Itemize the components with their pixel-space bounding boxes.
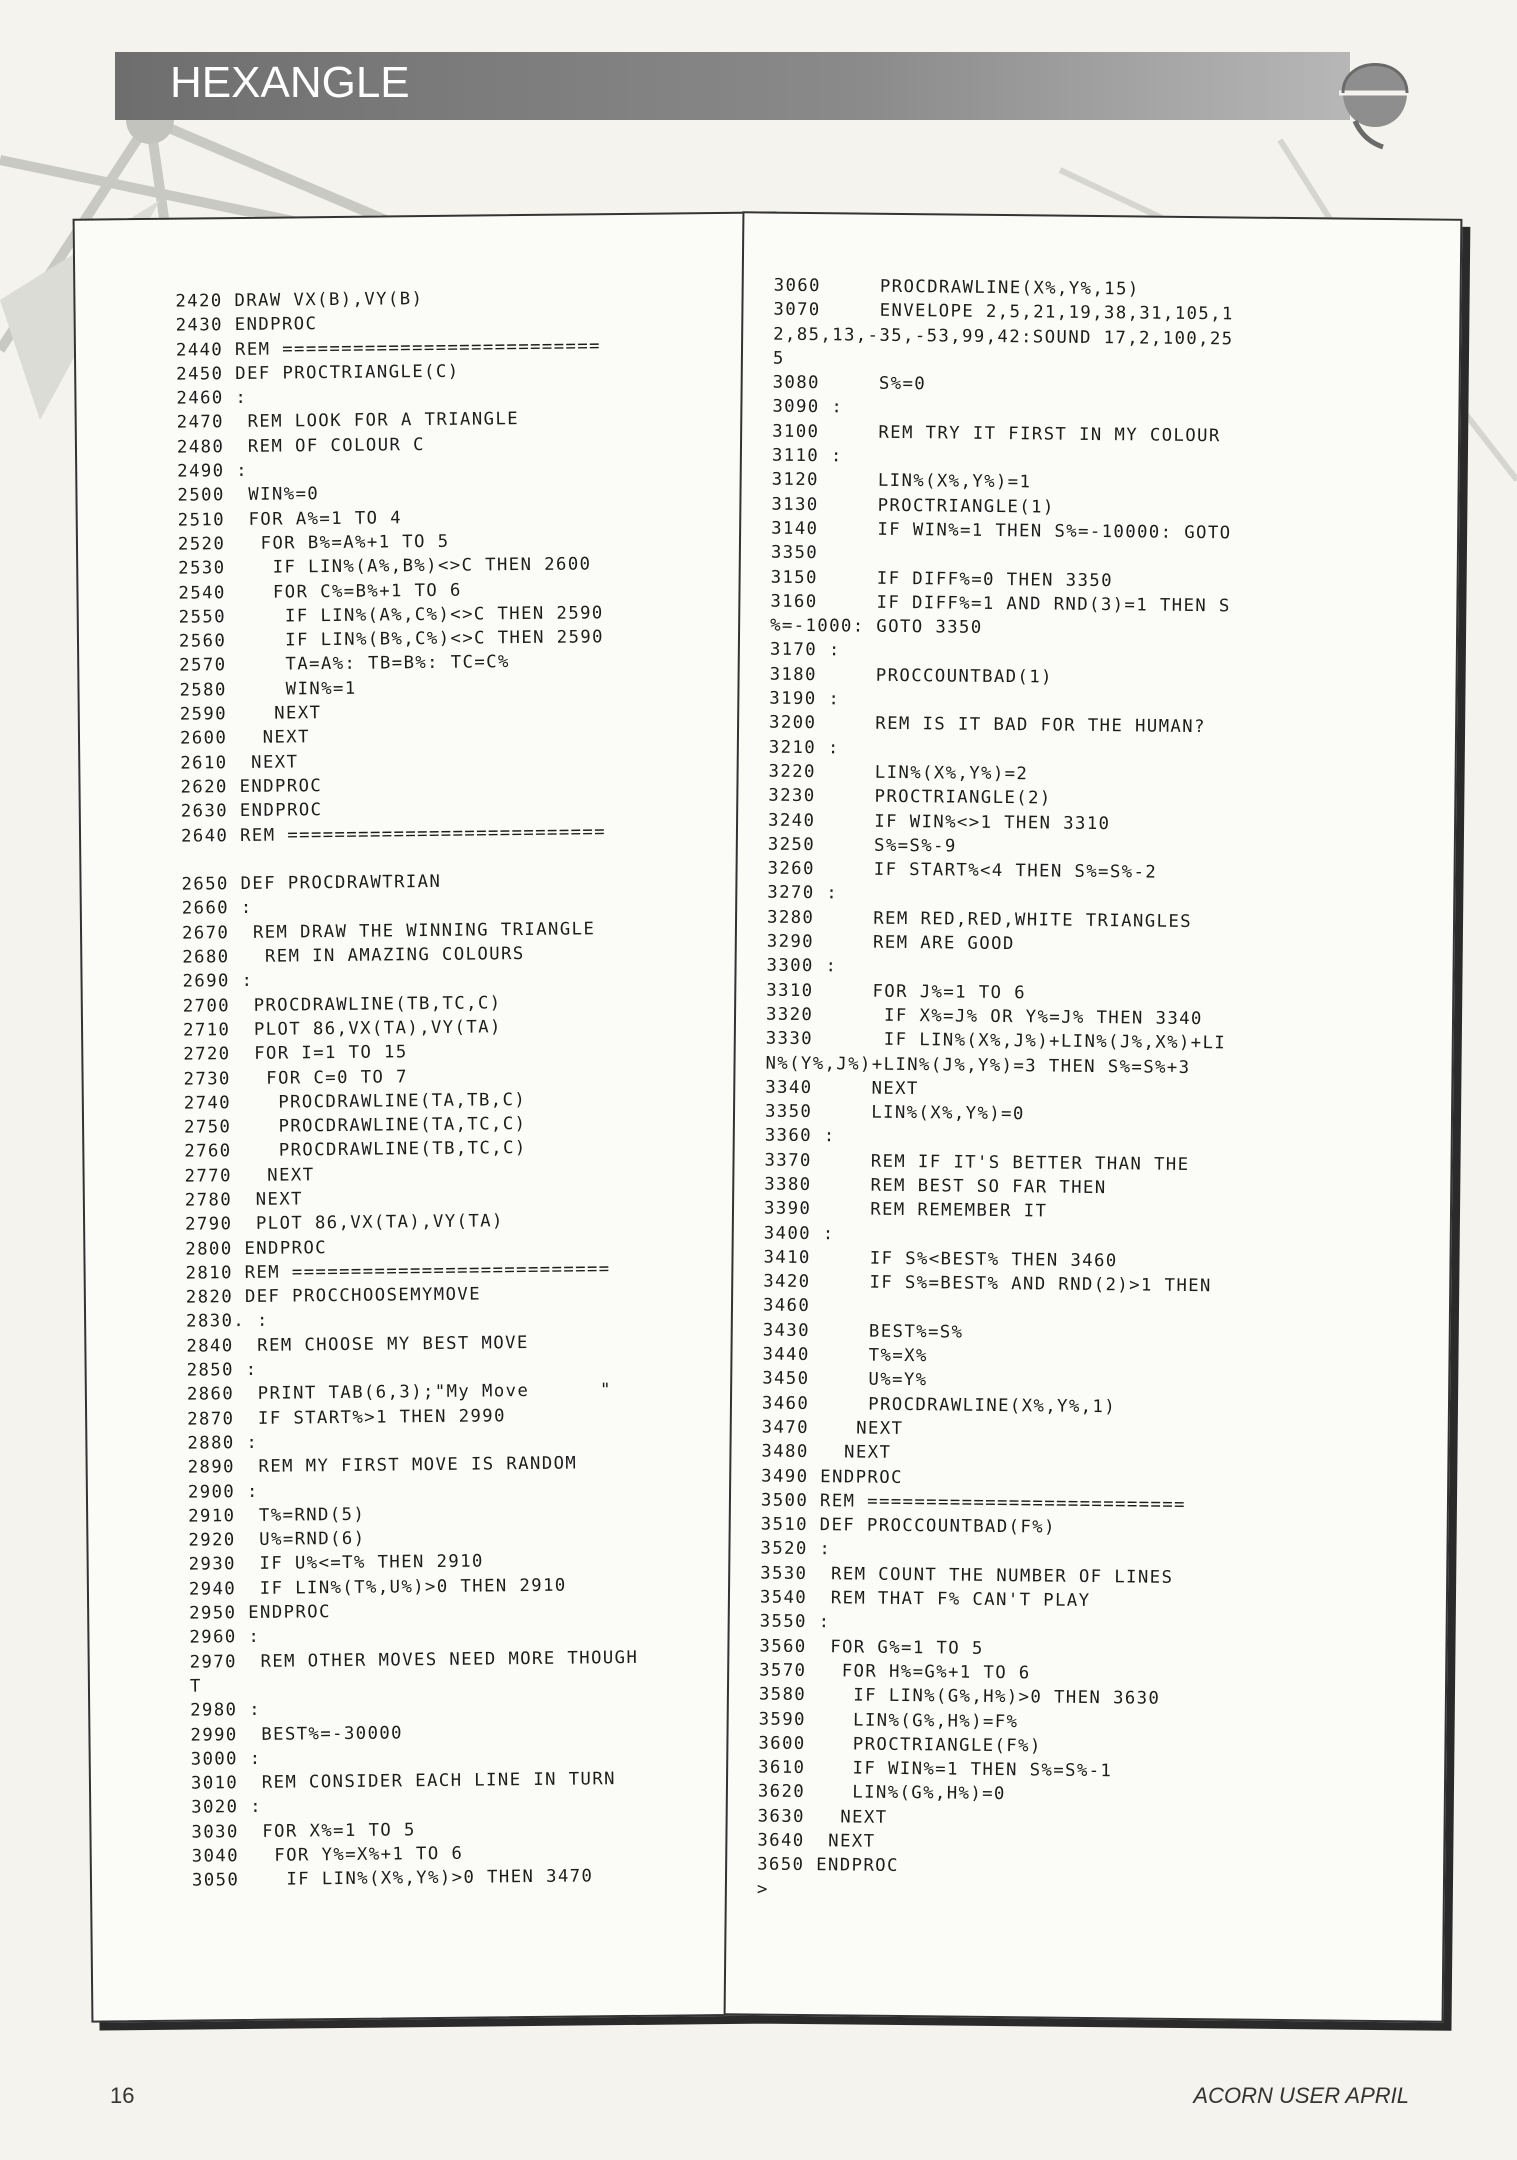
code-line: 3640 NEXT <box>757 1830 876 1852</box>
code-line: 3140 IF WIN%=1 THEN S%=-10000: GOTO <box>771 518 1232 544</box>
code-line: 3350 LIN%(X%,Y%)=0 <box>764 1101 1025 1125</box>
code-line: 2780 NEXT <box>184 1189 304 1211</box>
code-line: 3570 FOR H%=G%+1 TO 6 <box>759 1660 1031 1684</box>
code-line: 2860 PRINT TAB(6,3);"My Move " <box>186 1380 612 1405</box>
code-line: 3440 T%=X% <box>762 1344 928 1367</box>
code-line: 3260 IF START%<4 THEN S%=S%-2 <box>767 858 1158 883</box>
code-line: 3320 IF X%=J% OR Y%=J% THEN 3340 <box>765 1004 1203 1030</box>
code-line: 3580 IF LIN%(G%,H%)>0 THEN 3630 <box>758 1684 1161 1709</box>
code-panel-right <box>724 211 1463 2022</box>
code-line: 2670 REM DRAW THE WINNING TRIANGLE <box>181 919 596 944</box>
code-line: 3300 : <box>766 955 838 977</box>
code-line: 2610 NEXT <box>180 752 299 774</box>
code-line: 2440 REM =========================== <box>175 335 601 361</box>
code-line: 2810 REM =========================== <box>185 1259 611 1284</box>
code-line: 2990 BEST%=-30000 <box>190 1722 404 1746</box>
code-line: 3430 BEST%=S% <box>762 1320 964 1343</box>
code-line: 2540 FOR C%=B%+1 TO 6 <box>178 580 462 604</box>
code-line: 2590 NEXT <box>179 703 322 725</box>
code-line: 3410 IF S%<BEST% THEN 3460 <box>763 1247 1118 1272</box>
code-line: 2950 ENDPROC <box>189 1602 331 1624</box>
code-line: 2870 IF START%>1 THEN 2990 <box>187 1405 506 1430</box>
code-line: 3460 <box>762 1296 811 1317</box>
code-line: 3040 FOR Y%=X%+1 TO 6 <box>191 1843 464 1867</box>
code-line: 2760 PROCDRAWLINE(TB,TC,C) <box>184 1138 527 1163</box>
code-line: 3380 REM BEST SO FAR THEN <box>764 1174 1107 1199</box>
code-line: 3370 REM IF IT'S BETTER THAN THE <box>764 1150 1190 1175</box>
code-line: 2450 DEF PROCTRIANGLE(C) <box>176 361 460 385</box>
acorn-icon <box>1335 35 1415 150</box>
code-line: 3090 : <box>772 397 844 418</box>
code-line: 3490 ENDPROC <box>761 1466 903 1488</box>
code-line: 2930 IF U%<=T% THEN 2910 <box>188 1551 484 1576</box>
code-line: 2560 IF LIN%(B%,C%)<>C THEN 2590 <box>178 627 605 652</box>
code-line: 3070 ENVELOPE 2,5,21,19,38,31,105,1 <box>773 299 1234 325</box>
code-line: 3650 ENDPROC <box>757 1854 899 1877</box>
code-line: 3590 LIN%(G%,H%)=F% <box>758 1709 1019 1732</box>
code-line: 2940 IF LIN%(T%,U%)>0 THEN 2910 <box>188 1575 567 1600</box>
code-line: 3080 S%=0 <box>772 372 927 395</box>
code-line: 3120 LIN%(X%,Y%)=1 <box>771 469 1032 493</box>
code-line: 2800 ENDPROC <box>185 1237 328 1260</box>
code-line: 2900 : <box>187 1481 259 1503</box>
code-line: 2480 REM OF COLOUR C <box>176 434 425 458</box>
code-line: 3510 DEF PROCCOUNTBAD(F%) <box>760 1514 1056 1538</box>
code-line: 2750 PROCDRAWLINE(TA,TC,C) <box>183 1114 527 1138</box>
code-line: 3200 REM IS IT BAD FOR THE HUMAN? <box>769 712 1206 738</box>
code-line: 2690 : <box>182 971 254 992</box>
code-line: 3400 : <box>763 1223 835 1244</box>
code-line: 3240 IF WIN%<>1 THEN 3310 <box>767 810 1111 834</box>
code-line: 2470 REM LOOK FOR A TRIANGLE <box>176 409 520 434</box>
code-line: 2820 DEF PROCCHOOSEMYMOVE <box>185 1284 482 1308</box>
code-line: 2770 NEXT <box>184 1164 315 1187</box>
code-line: 3460 PROCDRAWLINE(X%,Y%,1) <box>761 1393 1117 1417</box>
code-line: 2,85,13,-35,-53,99,42:SOUND 17,2,100,25 <box>773 324 1234 350</box>
code-line: 2580 WIN%=1 <box>179 678 357 701</box>
code-line: T <box>189 1676 202 1697</box>
code-line: 2960 : <box>189 1627 261 1648</box>
code-line: 2490 : <box>177 460 249 482</box>
code-line: 3520 : <box>760 1538 832 1560</box>
code-line: 2830. : <box>186 1311 269 1333</box>
code-line: 3220 LIN%(X%,Y%)=2 <box>768 761 1029 785</box>
code-line: 3530 REM COUNT THE NUMBER OF LINES <box>760 1563 1174 1588</box>
code-line: 3180 PROCCOUNTBAD(1) <box>769 664 1054 688</box>
code-line: 2620 ENDPROC <box>180 776 323 798</box>
code-line: 2790 PLOT 86,VX(TA),VY(TA) <box>185 1211 504 1235</box>
code-line: 3170 : <box>769 640 841 661</box>
code-line: 3010 REM CONSIDER EACH LINE IN TURN <box>190 1769 617 1794</box>
code-line: 3390 REM REMEMBER IT <box>763 1198 1048 1222</box>
code-line: 3630 NEXT <box>757 1806 888 1828</box>
code-line: 3210 : <box>768 737 840 758</box>
code-line: 2840 REM CHOOSE MY BEST MOVE <box>186 1332 529 1357</box>
code-line: 3050 IF LIN%(X%,Y%)>0 THEN 3470 <box>191 1866 594 1891</box>
code-line: 3340 NEXT <box>765 1077 919 1099</box>
code-line: 2730 FOR C=0 TO 7 <box>183 1066 408 1090</box>
code-line: 2430 ENDPROC <box>175 314 318 336</box>
code-line: 2520 FOR B%=A%+1 TO 5 <box>177 531 450 555</box>
code-line: 2880 : <box>187 1432 259 1454</box>
code-line: 3280 REM RED,RED,WHITE TRIANGLES <box>766 907 1193 932</box>
code-line: 3060 PROCDRAWLINE(X%,Y%,15) <box>773 275 1140 300</box>
code-line: 2550 IF LIN%(A%,C%)<>C THEN 2590 <box>178 603 604 628</box>
code-line: 3250 S%=S%-9 <box>767 834 957 857</box>
code-line: 3540 REM THAT F% CAN'T PLAY <box>759 1587 1091 1612</box>
code-line: 3030 FOR X%=1 TO 5 <box>191 1819 416 1843</box>
code-line: 3100 REM TRY IT FIRST IN MY COLOUR <box>772 421 1221 447</box>
code-line: 3350 <box>770 542 819 564</box>
code-line: 3610 IF WIN%=1 THEN S%=S%-1 <box>758 1757 1113 1782</box>
code-line: 3360 : <box>764 1125 836 1147</box>
code-line: 3110 : <box>771 445 843 467</box>
code-line: 3130 PROCTRIANGLE(1) <box>771 494 1055 518</box>
code-line: 2460 : <box>176 388 248 409</box>
code-line: 3330 IF LIN%(X%,J%)+LIN%(J%,X%)+LI <box>765 1028 1227 1054</box>
code-line: 3450 U%=Y% <box>762 1368 928 1391</box>
code-line: 2600 NEXT <box>179 727 310 749</box>
code-line: 3190 : <box>769 688 841 710</box>
code-line: 3480 NEXT <box>761 1441 892 1464</box>
code-line: 2890 REM MY FIRST MOVE IS RANDOM <box>187 1453 578 1478</box>
code-line: 2980 : <box>190 1700 262 1721</box>
code-line: 3500 REM =========================== <box>760 1490 1187 1515</box>
code-line: 2910 T%=RND(5) <box>188 1504 366 1527</box>
code-line: N%(Y%,J%)+LIN%(J%,Y%)=3 THEN S%=S%+3 <box>765 1053 1191 1078</box>
code-line: 3000 : <box>190 1748 262 1770</box>
code-line: 3470 NEXT <box>761 1417 904 1439</box>
code-line: %=-1000: GOTO 3350 <box>770 615 983 638</box>
code-line: 3230 PROCTRIANGLE(2) <box>768 785 1052 809</box>
code-line: 2570 TA=A%: TB=B%: TC=C% <box>179 652 510 677</box>
publication-footer: ACORN USER APRIL <box>1193 2083 1409 2108</box>
page-title: HEXANGLE <box>170 58 410 107</box>
code-line: 3150 IF DIFF%=0 THEN 3350 <box>770 567 1114 591</box>
code-line: 3600 PROCTRIANGLE(F%) <box>758 1733 1042 1757</box>
code-line: 2630 ENDPROC <box>180 800 323 822</box>
code-listing-right <box>757 274 1234 1907</box>
code-line: 2700 PROCDRAWLINE(TB,TC,C) <box>182 992 502 1017</box>
code-line: 2970 REM OTHER MOVES NEED MORE THOUGH <box>189 1647 639 1673</box>
code-line: 2510 FOR A%=1 TO 4 <box>177 507 403 531</box>
code-line: 2660 : <box>181 898 253 920</box>
code-line: 2650 DEF PROCDRAWTRIAN <box>181 872 442 895</box>
code-line: 3270 : <box>767 882 839 904</box>
code-line: 2530 IF LIN%(A%,B%)<>C THEN 2600 <box>178 554 592 579</box>
code-line: 2740 PROCDRAWLINE(TA,TB,C) <box>183 1089 527 1114</box>
code-line: > <box>756 1879 769 1900</box>
code-line: 2500 WIN%=0 <box>177 484 320 507</box>
code-line: 2720 FOR I=1 TO 15 <box>183 1042 408 1065</box>
code-line: 2640 REM =========================== <box>180 821 607 847</box>
code-listing-left <box>175 285 640 1893</box>
page-number: 16 <box>110 2083 135 2108</box>
code-line: 3560 FOR G%=1 TO 5 <box>759 1636 984 1659</box>
code-line: 2680 REM IN AMAZING COLOURS <box>182 944 525 968</box>
code-line: 3620 LIN%(G%,H%)=0 <box>757 1781 1006 1805</box>
code-line: 2710 PLOT 86,VX(TA),VY(TA) <box>182 1017 502 1041</box>
code-line: 2920 U%=RND(6) <box>188 1528 366 1551</box>
code-line: 3290 REM ARE GOOD <box>766 931 1015 955</box>
code-line: 3310 FOR J%=1 TO 6 <box>766 980 1027 1003</box>
code-line: 3020 : <box>191 1797 263 1818</box>
code-line: 3550 : <box>759 1611 831 1633</box>
code-line: 2420 DRAW VX(B),VY(B) <box>175 289 424 312</box>
code-line: 3160 IF DIFF%=1 AND RND(3)=1 THEN S <box>770 591 1231 617</box>
code-panel-left <box>73 211 796 2022</box>
code-line: 2850 : <box>186 1359 258 1381</box>
code-line: 3420 IF S%=BEST% AND RND(2)>1 THEN <box>763 1271 1212 1297</box>
code-line: 5 <box>772 348 785 369</box>
